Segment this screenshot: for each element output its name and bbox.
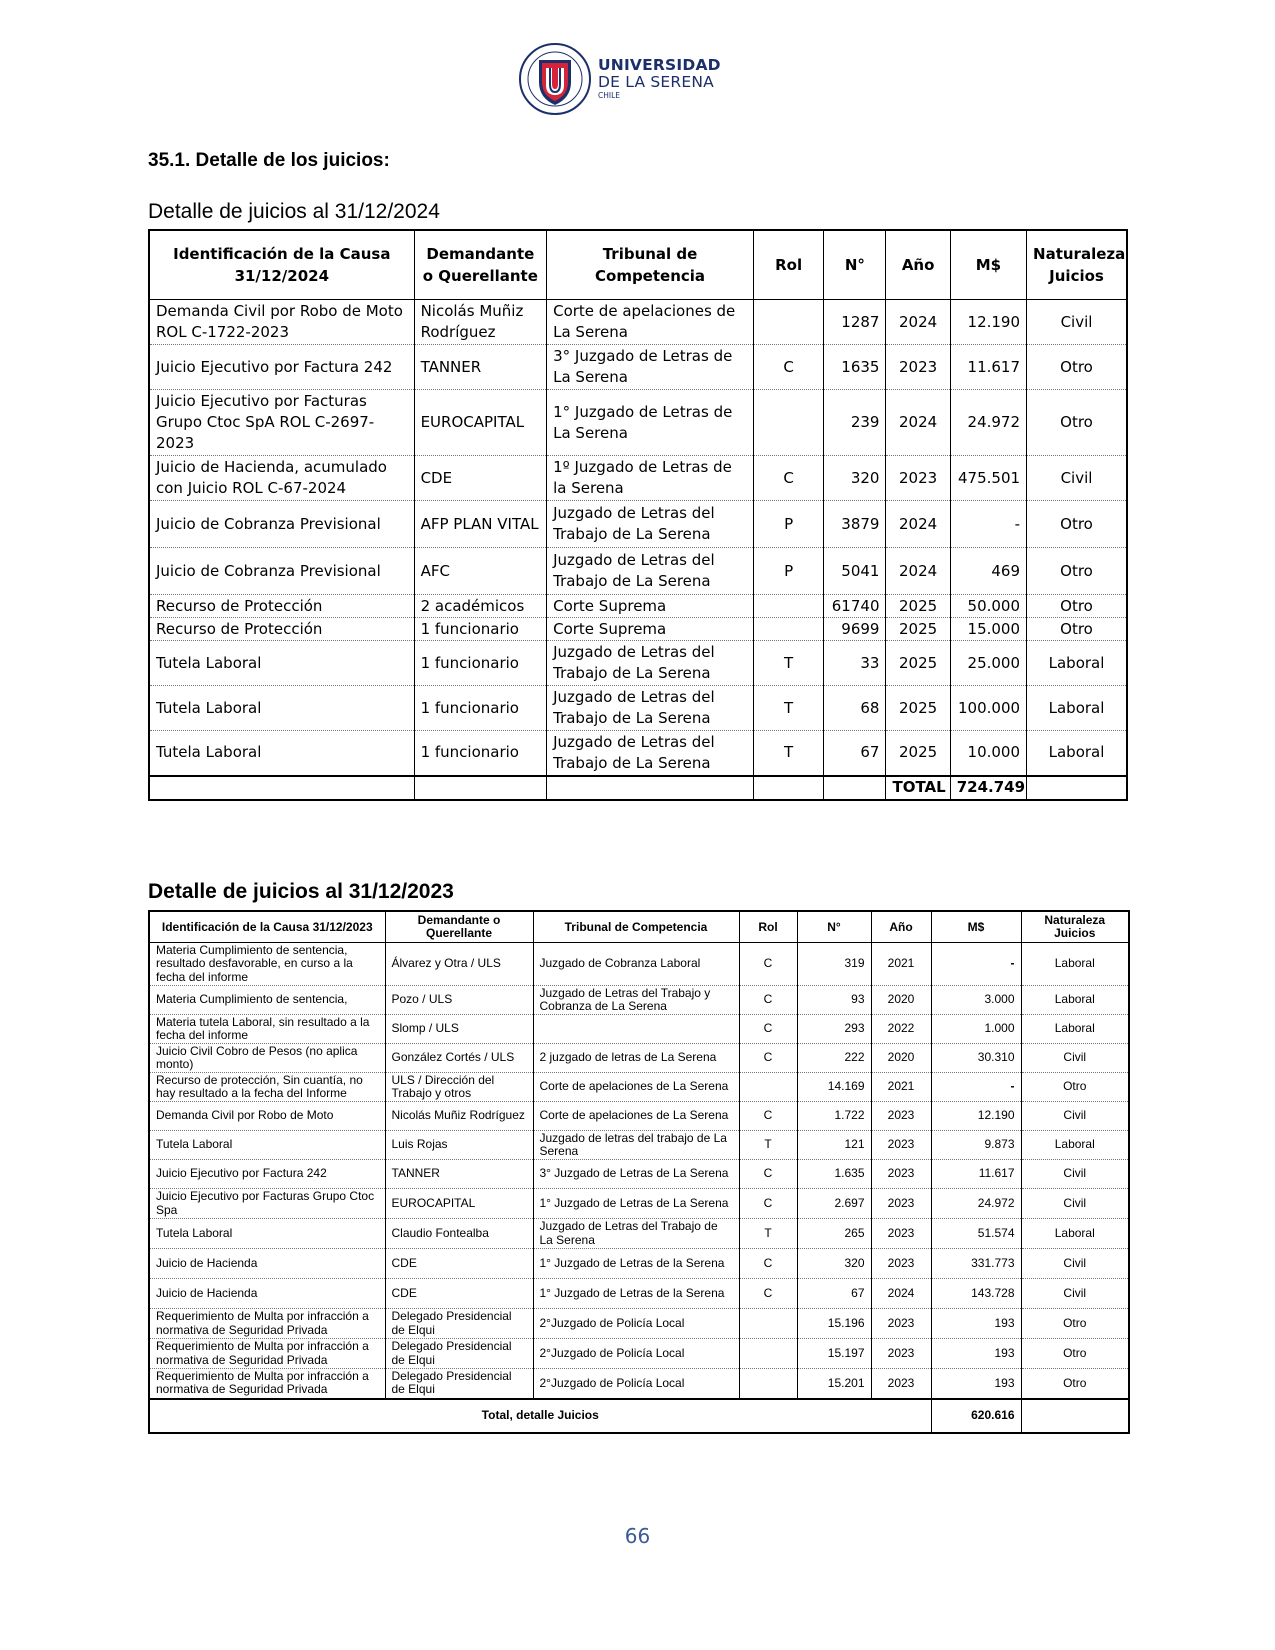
cell-monto: 11.617 xyxy=(950,345,1026,390)
cell-naturaleza: Laboral xyxy=(1021,986,1129,1015)
cell-causa: Tutela Laboral xyxy=(149,1219,385,1249)
table-row xyxy=(149,595,1127,618)
cell-demandante: 1 funcionario xyxy=(414,731,547,776)
table-row xyxy=(149,390,1127,456)
cell-monto: 143.728 xyxy=(931,1279,1021,1309)
cell-anio: 2023 xyxy=(871,1102,931,1131)
cell-causa: Tutela Laboral xyxy=(149,1131,385,1160)
cell-anio: 2024 xyxy=(886,300,950,345)
cell-anio: 2023 xyxy=(871,1160,931,1189)
cell-causa: Recurso de Protección xyxy=(149,618,414,641)
cell-numero: 320 xyxy=(824,456,886,501)
cell-anio: 2024 xyxy=(886,548,950,595)
cell-anio: 2023 xyxy=(871,1309,931,1339)
cell-tribunal: 3° Juzgado de Letras de La Serena xyxy=(533,1160,739,1189)
cell-tribunal: Juzgado de Letras del Trabajo de La Serena xyxy=(547,731,754,776)
header-causa: Identificación de la Causa 31/12/2024 xyxy=(149,230,414,300)
cell-tribunal: Juzgado de Letras del Trabajo y Cobranza de La Serena xyxy=(533,986,739,1015)
table-row xyxy=(149,618,1127,641)
cell-naturaleza: Civil xyxy=(1027,456,1127,501)
judgments-table-2024 xyxy=(148,229,1128,801)
cell-numero: 265 xyxy=(797,1219,871,1249)
cell-rol: C xyxy=(739,1279,797,1309)
cell-anio: 2021 xyxy=(871,1073,931,1102)
cell-numero: 222 xyxy=(797,1044,871,1073)
cell-anio: 2023 xyxy=(871,1219,931,1249)
cell-demandante: Nicolás Muñiz Rodríguez xyxy=(414,300,547,345)
cell-anio: 2020 xyxy=(871,986,931,1015)
cell-numero: 1635 xyxy=(824,345,886,390)
table-row xyxy=(149,1279,1129,1309)
table-row xyxy=(149,1219,1129,1249)
cell-tribunal: 1° Juzgado de Letras de La Serena xyxy=(533,1189,739,1219)
cell-naturaleza: Laboral xyxy=(1027,731,1127,776)
cell-demandante: Delegado Presidencial de Elqui xyxy=(385,1369,533,1399)
table-row xyxy=(149,1102,1129,1131)
cell-rol: T xyxy=(753,731,823,776)
table-row xyxy=(149,986,1129,1015)
cell-numero: 33 xyxy=(824,641,886,686)
table-row xyxy=(149,345,1127,390)
table-header-row xyxy=(149,230,1127,300)
header-demandante: Demandante o Querellante xyxy=(385,911,533,943)
cell-numero: 67 xyxy=(824,731,886,776)
cell-tribunal: Juzgado de Letras del Trabajo de La Serena xyxy=(547,548,754,595)
cell-rol: T xyxy=(739,1131,797,1160)
header-demandante: Demandante o Querellante xyxy=(414,230,547,300)
cell-demandante: 1 funcionario xyxy=(414,618,547,641)
cell-tribunal: Corte de apelaciones de La Serena xyxy=(533,1073,739,1102)
cell-numero: 93 xyxy=(797,986,871,1015)
cell-naturaleza: Laboral xyxy=(1021,1131,1129,1160)
cell-numero: 1287 xyxy=(824,300,886,345)
cell-rol: T xyxy=(753,641,823,686)
cell-monto: 24.972 xyxy=(950,390,1026,456)
cell-rol: C xyxy=(753,456,823,501)
cell-causa: Tutela Laboral xyxy=(149,686,414,731)
cell-numero: 68 xyxy=(824,686,886,731)
cell-tribunal: 2°Juzgado de Policía Local xyxy=(533,1309,739,1339)
header-anio: Año xyxy=(871,911,931,943)
cell-naturaleza: Otro xyxy=(1027,618,1127,641)
cell-monto: 469 xyxy=(950,548,1026,595)
cell-tribunal: Corte de apelaciones de La Serena xyxy=(533,1102,739,1131)
cell-naturaleza: Otro xyxy=(1021,1309,1129,1339)
cell-demandante: Delegado Presidencial de Elqui xyxy=(385,1339,533,1369)
cell-numero: 15.197 xyxy=(797,1339,871,1369)
cell-monto: 12.190 xyxy=(950,300,1026,345)
cell-naturaleza: Civil xyxy=(1021,1189,1129,1219)
cell-anio: 2021 xyxy=(871,943,931,986)
cell-rol: P xyxy=(753,501,823,548)
cell-rol: C xyxy=(739,1189,797,1219)
cell-naturaleza: Civil xyxy=(1021,1279,1129,1309)
cell-anio: 2020 xyxy=(871,1044,931,1073)
cell-rol xyxy=(753,618,823,641)
cell-anio: 2023 xyxy=(871,1249,931,1279)
cell-numero: 3879 xyxy=(824,501,886,548)
cell-anio: 2024 xyxy=(886,390,950,456)
cell-tribunal xyxy=(533,1015,739,1044)
cell-rol xyxy=(753,390,823,456)
header-anio: Año xyxy=(886,230,950,300)
header-rol: Rol xyxy=(753,230,823,300)
cell-monto: 25.000 xyxy=(950,641,1026,686)
table-2023-title: Detalle de juicios al 31/12/2023 xyxy=(148,880,454,903)
cell-monto: 193 xyxy=(931,1309,1021,1339)
cell-rol xyxy=(753,595,823,618)
cell-rol xyxy=(739,1339,797,1369)
cell-monto: 30.310 xyxy=(931,1044,1021,1073)
cell-numero: 5041 xyxy=(824,548,886,595)
cell-anio: 2023 xyxy=(871,1369,931,1399)
cell-numero: 319 xyxy=(797,943,871,986)
section-title: 35.1. Detalle de los juicios: xyxy=(148,150,390,171)
table-row xyxy=(149,1249,1129,1279)
header-monto: M$ xyxy=(950,230,1026,300)
table-row xyxy=(149,1339,1129,1369)
table-total-row xyxy=(149,776,1127,800)
cell-causa: Recurso de protección, Sin cuantía, no hay resultado a la fecha del Informe xyxy=(149,1073,385,1102)
cell-monto: 24.972 xyxy=(931,1189,1021,1219)
cell-demandante: Pozo / ULS xyxy=(385,986,533,1015)
cell-tribunal: Juzgado de Letras del Trabajo de La Serena xyxy=(547,686,754,731)
cell-causa: Juicio de Cobranza Previsional xyxy=(149,501,414,548)
cell-causa: Juicio Ejecutivo por Factura 242 xyxy=(149,1160,385,1189)
table-total-row xyxy=(149,1399,1129,1433)
cell-naturaleza: Civil xyxy=(1021,1249,1129,1279)
cell-naturaleza: Laboral xyxy=(1021,1015,1129,1044)
cell-naturaleza: Otro xyxy=(1027,345,1127,390)
cell-anio: 2025 xyxy=(886,641,950,686)
table-row xyxy=(149,456,1127,501)
cell-tribunal: Juzgado de letras del trabajo de La Serena xyxy=(533,1131,739,1160)
cell-rol: T xyxy=(739,1219,797,1249)
cell-demandante: 2 académicos xyxy=(414,595,547,618)
cell-rol: P xyxy=(753,548,823,595)
cell-numero: 9699 xyxy=(824,618,886,641)
cell-causa: Materia Cumplimiento de sentencia, resultado desfavorable, en curso a la fecha del informe xyxy=(149,943,385,986)
cell-causa: Requerimiento de Multa por infracción a normativa de Seguridad Privada xyxy=(149,1369,385,1399)
cell-naturaleza: Otro xyxy=(1027,501,1127,548)
cell-anio: 2023 xyxy=(886,345,950,390)
cell-tribunal: 1º Juzgado de Letras de la Serena xyxy=(547,456,754,501)
cell-numero: 293 xyxy=(797,1015,871,1044)
cell-numero: 1.722 xyxy=(797,1102,871,1131)
page-number: 66 xyxy=(624,1524,651,1548)
cell-demandante: Álvarez y Otra / ULS xyxy=(385,943,533,986)
table-row xyxy=(149,1369,1129,1399)
cell-monto: - xyxy=(950,501,1026,548)
cell-numero: 239 xyxy=(824,390,886,456)
cell-naturaleza: Otro xyxy=(1027,390,1127,456)
cell-naturaleza: Otro xyxy=(1021,1073,1129,1102)
cell-anio: 2025 xyxy=(886,686,950,731)
cell-monto: 1.000 xyxy=(931,1015,1021,1044)
cell-demandante: TANNER xyxy=(414,345,547,390)
cell-rol xyxy=(753,300,823,345)
total-label: Total, detalle Juicios xyxy=(149,1399,931,1433)
cell-monto: 10.000 xyxy=(950,731,1026,776)
cell-rol: C xyxy=(739,1015,797,1044)
cell-naturaleza: Otro xyxy=(1027,595,1127,618)
total-label: TOTAL xyxy=(886,776,950,800)
cell-rol: C xyxy=(739,1044,797,1073)
cell-demandante: 1 funcionario xyxy=(414,686,547,731)
cell-causa: Tutela Laboral xyxy=(149,641,414,686)
header-numero: N° xyxy=(797,911,871,943)
cell-demandante: CDE xyxy=(385,1279,533,1309)
header-rol: Rol xyxy=(739,911,797,943)
cell-tribunal: Corte Suprema xyxy=(547,595,754,618)
cell-tribunal: Corte de apelaciones de La Serena xyxy=(547,300,754,345)
cell-demandante: Claudio Fontealba xyxy=(385,1219,533,1249)
cell-demandante: 1 funcionario xyxy=(414,641,547,686)
logo-line-2: DE LA SERENA xyxy=(598,72,714,91)
cell-numero: 320 xyxy=(797,1249,871,1279)
cell-tribunal: Juzgado de Letras del Trabajo de La Serena xyxy=(533,1219,739,1249)
cell-tribunal: Juzgado de Letras del Trabajo de La Serena xyxy=(547,501,754,548)
cell-rol: C xyxy=(739,1102,797,1131)
cell-monto: - xyxy=(931,943,1021,986)
cell-rol: C xyxy=(739,1249,797,1279)
cell-naturaleza: Civil xyxy=(1021,1160,1129,1189)
cell-causa: Juicio Ejecutivo por Facturas Grupo Ctoc Spa xyxy=(149,1189,385,1219)
table-row xyxy=(149,1309,1129,1339)
cell-monto: 51.574 xyxy=(931,1219,1021,1249)
logo-line-1: UNIVERSIDAD xyxy=(598,56,721,75)
cell-monto: 9.873 xyxy=(931,1131,1021,1160)
cell-causa: Demanda Civil por Robo de Moto xyxy=(149,1102,385,1131)
cell-tribunal: 2°Juzgado de Policía Local xyxy=(533,1339,739,1369)
cell-tribunal: Juzgado de Letras del Trabajo de La Serena xyxy=(547,641,754,686)
header-tribunal: Tribunal de Competencia xyxy=(547,230,754,300)
cell-numero: 2.697 xyxy=(797,1189,871,1219)
cell-rol: C xyxy=(739,943,797,986)
cell-demandante: AFP PLAN VITAL xyxy=(414,501,547,548)
cell-tribunal: 1° Juzgado de Letras de la Serena xyxy=(533,1279,739,1309)
cell-monto: 11.617 xyxy=(931,1160,1021,1189)
cell-numero: 67 xyxy=(797,1279,871,1309)
cell-monto: 100.000 xyxy=(950,686,1026,731)
cell-naturaleza: Otro xyxy=(1021,1339,1129,1369)
cell-causa: Juicio Ejecutivo por Factura 242 xyxy=(149,345,414,390)
cell-causa: Requerimiento de Multa por infracción a normativa de Seguridad Privada xyxy=(149,1309,385,1339)
table-row xyxy=(149,1044,1129,1073)
cell-demandante: Luis Rojas xyxy=(385,1131,533,1160)
cell-naturaleza: Civil xyxy=(1027,300,1127,345)
cell-anio: 2023 xyxy=(871,1339,931,1369)
cell-causa: Materia Cumplimiento de sentencia, xyxy=(149,986,385,1015)
header-monto: M$ xyxy=(931,911,1021,943)
cell-naturaleza: Laboral xyxy=(1027,641,1127,686)
table-row xyxy=(149,1189,1129,1219)
table-2024-title: Detalle de juicios al 31/12/2024 xyxy=(148,200,440,223)
cell-naturaleza: Otro xyxy=(1021,1369,1129,1399)
cell-monto: - xyxy=(931,1073,1021,1102)
table-row xyxy=(149,1073,1129,1102)
cell-rol xyxy=(739,1073,797,1102)
table-row xyxy=(149,686,1127,731)
cell-causa: Juicio Civil Cobro de Pesos (no aplica monto) xyxy=(149,1044,385,1073)
cell-demandante: Nicolás Muñiz Rodríguez xyxy=(385,1102,533,1131)
cell-rol xyxy=(739,1369,797,1399)
cell-tribunal: 1° Juzgado de Letras de La Serena xyxy=(547,390,754,456)
cell-causa: Juicio de Cobranza Previsional xyxy=(149,548,414,595)
cell-numero: 15.196 xyxy=(797,1309,871,1339)
cell-demandante: ULS / Dirección del Trabajo y otros xyxy=(385,1073,533,1102)
cell-naturaleza: Otro xyxy=(1027,548,1127,595)
cell-monto: 3.000 xyxy=(931,986,1021,1015)
table-header-row xyxy=(149,911,1129,943)
cell-monto: 12.190 xyxy=(931,1102,1021,1131)
cell-numero: 15.201 xyxy=(797,1369,871,1399)
cell-rol xyxy=(739,1309,797,1339)
cell-causa: Juicio Ejecutivo por Facturas Grupo Ctoc SpA ROL C-2697-2023 xyxy=(149,390,414,456)
header-causa: Identificación de la Causa 31/12/2023 xyxy=(149,911,385,943)
table-row xyxy=(149,943,1129,986)
table-row xyxy=(149,300,1127,345)
total-value: 724.749 xyxy=(950,776,1026,800)
cell-numero: 121 xyxy=(797,1131,871,1160)
cell-tribunal: 2°Juzgado de Policía Local xyxy=(533,1369,739,1399)
table-row xyxy=(149,1131,1129,1160)
cell-naturaleza: Laboral xyxy=(1021,943,1129,986)
cell-tribunal: Corte Suprema xyxy=(547,618,754,641)
university-seal-icon xyxy=(518,42,592,116)
cell-demandante: González Cortés / ULS xyxy=(385,1044,533,1073)
cell-anio: 2023 xyxy=(886,456,950,501)
cell-anio: 2025 xyxy=(886,618,950,641)
cell-monto: 475.501 xyxy=(950,456,1026,501)
cell-demandante: CDE xyxy=(414,456,547,501)
header-tribunal: Tribunal de Competencia xyxy=(533,911,739,943)
university-logo xyxy=(518,42,721,116)
cell-anio: 2023 xyxy=(871,1189,931,1219)
cell-rol: T xyxy=(753,686,823,731)
table-row xyxy=(149,1015,1129,1044)
cell-monto: 193 xyxy=(931,1369,1021,1399)
cell-tribunal: 3° Juzgado de Letras de La Serena xyxy=(547,345,754,390)
cell-naturaleza: Civil xyxy=(1021,1102,1129,1131)
cell-anio: 2024 xyxy=(886,501,950,548)
cell-demandante: AFC xyxy=(414,548,547,595)
cell-causa: Recurso de Protección xyxy=(149,595,414,618)
cell-rol: C xyxy=(739,986,797,1015)
cell-monto: 331.773 xyxy=(931,1249,1021,1279)
logo-line-3: CHILE xyxy=(598,91,621,101)
cell-demandante: CDE xyxy=(385,1249,533,1279)
table-row xyxy=(149,731,1127,776)
cell-anio: 2025 xyxy=(886,731,950,776)
cell-naturaleza: Laboral xyxy=(1027,686,1127,731)
header-numero: N° xyxy=(824,230,886,300)
cell-monto: 50.000 xyxy=(950,595,1026,618)
cell-tribunal: 1° Juzgado de Letras de la Serena xyxy=(533,1249,739,1279)
cell-causa: Juicio de Hacienda xyxy=(149,1279,385,1309)
header-naturaleza: Naturaleza Juicios xyxy=(1021,911,1129,943)
cell-tribunal: Juzgado de Cobranza Laboral xyxy=(533,943,739,986)
cell-causa: Requerimiento de Multa por infracción a normativa de Seguridad Privada xyxy=(149,1339,385,1369)
cell-anio: 2025 xyxy=(886,595,950,618)
cell-causa: Tutela Laboral xyxy=(149,731,414,776)
cell-rol: C xyxy=(739,1160,797,1189)
cell-demandante: TANNER xyxy=(385,1160,533,1189)
cell-naturaleza: Laboral xyxy=(1021,1219,1129,1249)
cell-causa: Materia tutela Laboral, sin resultado a la fecha del informe xyxy=(149,1015,385,1044)
cell-numero: 14.169 xyxy=(797,1073,871,1102)
cell-demandante: Delegado Presidencial de Elqui xyxy=(385,1309,533,1339)
cell-demandante: EUROCAPITAL xyxy=(414,390,547,456)
table-row xyxy=(149,501,1127,548)
cell-anio: 2022 xyxy=(871,1015,931,1044)
cell-naturaleza: Civil xyxy=(1021,1044,1129,1073)
header-naturaleza: Naturaleza Juicios xyxy=(1027,230,1127,300)
judgments-table-2023 xyxy=(148,910,1130,1434)
cell-causa: Juicio de Hacienda xyxy=(149,1249,385,1279)
cell-numero: 1.635 xyxy=(797,1160,871,1189)
table-row xyxy=(149,548,1127,595)
cell-rol: C xyxy=(753,345,823,390)
cell-monto: 15.000 xyxy=(950,618,1026,641)
cell-demandante: Slomp / ULS xyxy=(385,1015,533,1044)
cell-demandante: EUROCAPITAL xyxy=(385,1189,533,1219)
total-value: 620.616 xyxy=(931,1399,1021,1433)
cell-causa: Juicio de Hacienda, acumulado con Juicio ROL C-67-2024 xyxy=(149,456,414,501)
cell-tribunal: 2 juzgado de letras de La Serena xyxy=(533,1044,739,1073)
cell-causa: Demanda Civil por Robo de Moto ROL C-1722-2023 xyxy=(149,300,414,345)
cell-monto: 193 xyxy=(931,1339,1021,1369)
cell-anio: 2024 xyxy=(871,1279,931,1309)
table-row xyxy=(149,641,1127,686)
cell-anio: 2023 xyxy=(871,1131,931,1160)
table-row xyxy=(149,1160,1129,1189)
cell-numero: 61740 xyxy=(824,595,886,618)
